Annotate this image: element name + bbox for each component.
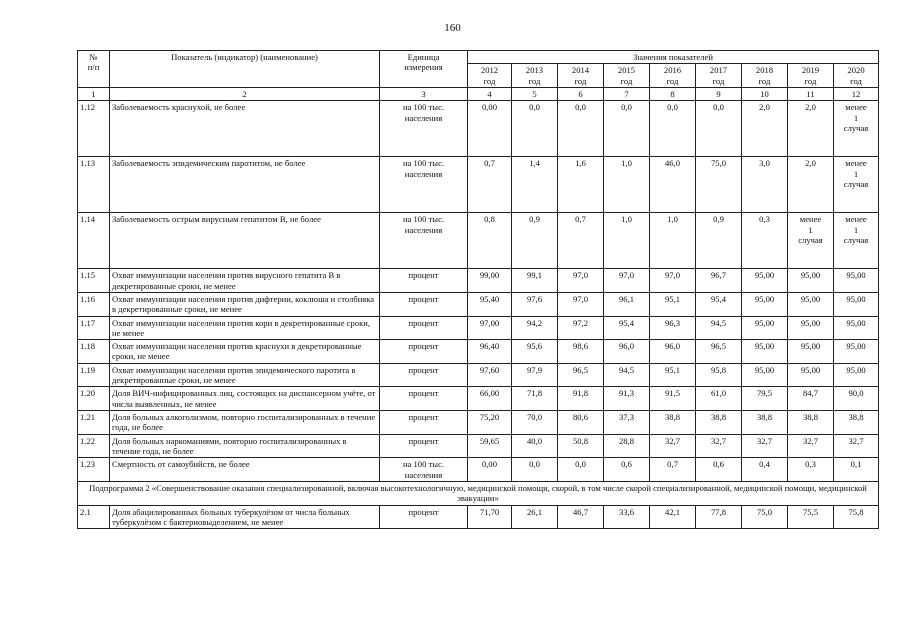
value-cell: 2,0	[742, 101, 788, 157]
value-cell: 38,8	[834, 411, 879, 435]
header-unit: Единица измерения	[380, 51, 468, 88]
value-cell: 95,00	[834, 363, 879, 387]
value-cell: 95,00	[834, 292, 879, 316]
value-cell: 75,20	[468, 411, 512, 435]
row-number: 1.17	[78, 316, 110, 340]
row-number: 1.21	[78, 411, 110, 435]
indicator-name: Заболеваемость острым вирусным гепатитом В, не более	[110, 213, 380, 269]
header-no: № п/п	[78, 51, 110, 88]
value-cell: 97,0	[558, 269, 604, 293]
value-cell: 38,8	[742, 411, 788, 435]
unit-cell: на 100 тыс. населения	[380, 213, 468, 269]
value-cell: 95,8	[696, 363, 742, 387]
table-row	[78, 340, 879, 364]
value-cell: 1,4	[512, 157, 558, 213]
value-cell: 96,40	[468, 340, 512, 364]
unit-cell: на 100 тыс. населения	[380, 458, 468, 482]
row-number: 1.16	[78, 292, 110, 316]
table-row	[78, 505, 879, 529]
header-year: 2016 год	[650, 64, 696, 88]
header-year: 2014 год	[558, 64, 604, 88]
value-cell: 97,0	[604, 269, 650, 293]
value-cell: 96,0	[604, 340, 650, 364]
value-cell: 2,0	[788, 101, 834, 157]
value-cell: 32,7	[650, 434, 696, 458]
value-cell: 95,00	[788, 292, 834, 316]
value-cell: 38,8	[650, 411, 696, 435]
table-row	[78, 269, 879, 293]
unit-cell: процент	[380, 505, 468, 529]
indicators-table	[77, 50, 879, 529]
value-cell: менее 1 случая	[788, 213, 834, 269]
value-cell: 96,0	[650, 340, 696, 364]
value-cell: 33,6	[604, 505, 650, 529]
value-cell: 94,2	[512, 316, 558, 340]
value-cell: 0,7	[558, 213, 604, 269]
value-cell: 91,3	[604, 387, 650, 411]
value-cell: 84,7	[788, 387, 834, 411]
value-cell: 95,00	[742, 316, 788, 340]
indicator-name: Охват иммунизации населения против краснухи в декретированные сроки, не менее	[110, 340, 380, 364]
value-cell: менее 1 случая	[834, 101, 879, 157]
value-cell: 32,7	[742, 434, 788, 458]
value-cell: 75,5	[788, 505, 834, 529]
table-row	[78, 458, 879, 482]
value-cell: менее 1 случая	[834, 157, 879, 213]
value-cell: 38,8	[696, 411, 742, 435]
column-number: 9	[696, 87, 742, 100]
value-cell: 0,6	[696, 458, 742, 482]
value-cell: 1,0	[650, 213, 696, 269]
unit-cell: процент	[380, 363, 468, 387]
value-cell: 71,8	[512, 387, 558, 411]
value-cell: 95,00	[788, 340, 834, 364]
value-cell: 0,0	[512, 101, 558, 157]
value-cell: 0,00	[468, 101, 512, 157]
value-cell: 28,8	[604, 434, 650, 458]
value-cell: 97,0	[650, 269, 696, 293]
table-row	[78, 387, 879, 411]
value-cell: 95,6	[512, 340, 558, 364]
value-cell: 98,6	[558, 340, 604, 364]
value-cell: 90,0	[834, 387, 879, 411]
row-number: 1.22	[78, 434, 110, 458]
value-cell: 0,3	[788, 458, 834, 482]
value-cell: 0,0	[604, 101, 650, 157]
value-cell: 95,1	[650, 363, 696, 387]
unit-cell: на 100 тыс. населения	[380, 101, 468, 157]
value-cell: 1,6	[558, 157, 604, 213]
row-number: 1.20	[78, 387, 110, 411]
row-number: 1.18	[78, 340, 110, 364]
value-cell: 95,00	[788, 363, 834, 387]
value-cell: 95,00	[834, 316, 879, 340]
row-number: 1.19	[78, 363, 110, 387]
value-cell: 70,0	[512, 411, 558, 435]
value-cell: 3,0	[742, 157, 788, 213]
unit-cell: на 100 тыс. населения	[380, 157, 468, 213]
value-cell: 0,7	[468, 157, 512, 213]
indicator-name: Смертность от самоубийств, не более	[110, 458, 380, 482]
value-cell: 91,8	[558, 387, 604, 411]
value-cell: 99,00	[468, 269, 512, 293]
header-year: 2017 год	[696, 64, 742, 88]
value-cell: 95,00	[834, 269, 879, 293]
column-number: 6	[558, 87, 604, 100]
value-cell: 59,65	[468, 434, 512, 458]
value-cell: 46,0	[650, 157, 696, 213]
value-cell: 77,8	[696, 505, 742, 529]
value-cell: 95,00	[788, 269, 834, 293]
indicator-name: Заболеваемость эпидемическим паротитом, не более	[110, 157, 380, 213]
value-cell: 42,1	[650, 505, 696, 529]
value-cell: 0,0	[512, 458, 558, 482]
header-year: 2015 год	[604, 64, 650, 88]
row-number: 1.14	[78, 213, 110, 269]
header-year: 2013 год	[512, 64, 558, 88]
indicator-name: Охват иммунизации населения против эпидемического паротита в декретированные сроки, не менее	[110, 363, 380, 387]
value-cell: 61,0	[696, 387, 742, 411]
unit-cell: процент	[380, 434, 468, 458]
subprogram-title: Подпрограмма 2 «Совершенствование оказания специализированной, включая высокотехнологичную, медицинской помощи, скорой, в том числе скорой специализированной, медицинской помощи, медицинской эвакуации»	[78, 481, 879, 505]
column-number: 1	[78, 87, 110, 100]
value-cell: 40,0	[512, 434, 558, 458]
column-number: 3	[380, 87, 468, 100]
unit-cell: процент	[380, 292, 468, 316]
value-cell: 0,8	[468, 213, 512, 269]
column-number: 4	[468, 87, 512, 100]
header-year: 2019 год	[788, 64, 834, 88]
row-number: 2.1	[78, 505, 110, 529]
value-cell: 99,1	[512, 269, 558, 293]
value-cell: 94,5	[604, 363, 650, 387]
value-cell: менее 1 случая	[834, 213, 879, 269]
value-cell: 37,3	[604, 411, 650, 435]
value-cell: 95,00	[742, 292, 788, 316]
value-cell: 0,0	[558, 101, 604, 157]
table-row	[78, 363, 879, 387]
value-cell: 95,4	[696, 292, 742, 316]
value-cell: 96,5	[558, 363, 604, 387]
value-cell: 38,8	[788, 411, 834, 435]
value-cell: 32,7	[788, 434, 834, 458]
table-row	[78, 101, 879, 157]
value-cell: 97,2	[558, 316, 604, 340]
value-cell: 95,00	[742, 340, 788, 364]
value-cell: 50,8	[558, 434, 604, 458]
value-cell: 95,1	[650, 292, 696, 316]
value-cell: 95,40	[468, 292, 512, 316]
value-cell: 95,00	[742, 269, 788, 293]
column-number: 11	[788, 87, 834, 100]
value-cell: 2,0	[788, 157, 834, 213]
table-row	[78, 157, 879, 213]
value-cell: 66,00	[468, 387, 512, 411]
value-cell: 0,4	[742, 458, 788, 482]
indicator-name: Заболеваемость краснухой, не более	[110, 101, 380, 157]
value-cell: 91,5	[650, 387, 696, 411]
value-cell: 96,1	[604, 292, 650, 316]
value-cell: 1,0	[604, 213, 650, 269]
table-row	[78, 213, 879, 269]
value-cell: 95,00	[834, 340, 879, 364]
subprogram-row	[78, 481, 879, 505]
unit-cell: процент	[380, 411, 468, 435]
column-number: 8	[650, 87, 696, 100]
value-cell: 96,3	[650, 316, 696, 340]
indicator-name: Доля больных алкоголизмом, повторно госпитализированных в течение года, не более	[110, 411, 380, 435]
value-cell: 95,00	[788, 316, 834, 340]
table-row	[78, 411, 879, 435]
value-cell: 0,0	[696, 101, 742, 157]
unit-cell: процент	[380, 387, 468, 411]
page-number: 160	[444, 22, 461, 34]
table-row	[78, 292, 879, 316]
value-cell: 0,6	[604, 458, 650, 482]
value-cell: 0,0	[558, 458, 604, 482]
column-number: 2	[110, 87, 380, 100]
value-cell: 0,9	[696, 213, 742, 269]
value-cell: 0,3	[742, 213, 788, 269]
value-cell: 97,6	[512, 292, 558, 316]
value-cell: 0,0	[650, 101, 696, 157]
row-number: 1.23	[78, 458, 110, 482]
value-cell: 97,9	[512, 363, 558, 387]
value-cell: 32,7	[696, 434, 742, 458]
value-cell: 1,0	[604, 157, 650, 213]
header-year: 2020 год	[834, 64, 879, 88]
indicator-name: Охват иммунизации населения против вирусного гепатита В в декретированные сроки, не менее	[110, 269, 380, 293]
column-number: 10	[742, 87, 788, 100]
indicator-name: Доля ВИЧ-инфицированных лиц, состоящих на диспансерном учёте, от числа выявленных, не менее	[110, 387, 380, 411]
unit-cell: процент	[380, 269, 468, 293]
value-cell: 71,70	[468, 505, 512, 529]
value-cell: 96,5	[696, 340, 742, 364]
value-cell: 0,00	[468, 458, 512, 482]
header-row	[78, 51, 879, 64]
column-number: 5	[512, 87, 558, 100]
value-cell: 32,7	[834, 434, 879, 458]
indicator-name: Доля больных наркоманиями, повторно госпитализированных в течение года, не более	[110, 434, 380, 458]
value-cell: 75,0	[742, 505, 788, 529]
row-number: 1.15	[78, 269, 110, 293]
header-values: Значения показателей	[468, 51, 879, 64]
unit-cell: процент	[380, 316, 468, 340]
indicator-name: Охват иммунизации населения против дифтерии, коклюша и столбняка в декретированные сроки, не менее	[110, 292, 380, 316]
column-number: 12	[834, 87, 879, 100]
column-numbers-row	[78, 87, 879, 100]
value-cell: 0,9	[512, 213, 558, 269]
column-number: 7	[604, 87, 650, 100]
header-year: 2018 год	[742, 64, 788, 88]
row-number: 1.12	[78, 101, 110, 157]
value-cell: 0,7	[650, 458, 696, 482]
row-number: 1.13	[78, 157, 110, 213]
value-cell: 75,0	[696, 157, 742, 213]
value-cell: 96,7	[696, 269, 742, 293]
value-cell: 80,6	[558, 411, 604, 435]
value-cell: 97,60	[468, 363, 512, 387]
indicator-name: Доля абацилированных больных туберкулёзом от числа больных туберкулёзом с бактериовыделением, не менее	[110, 505, 380, 529]
table-row	[78, 434, 879, 458]
value-cell: 46,7	[558, 505, 604, 529]
table-row	[78, 316, 879, 340]
unit-cell: процент	[380, 340, 468, 364]
header-indicator: Показатель (индикатор) (наименование)	[110, 51, 380, 88]
value-cell: 94,5	[696, 316, 742, 340]
value-cell: 79,5	[742, 387, 788, 411]
value-cell: 97,0	[558, 292, 604, 316]
header-year: 2012 год	[468, 64, 512, 88]
value-cell: 0,1	[834, 458, 879, 482]
value-cell: 95,00	[742, 363, 788, 387]
value-cell: 26,1	[512, 505, 558, 529]
value-cell: 97,00	[468, 316, 512, 340]
value-cell: 95,4	[604, 316, 650, 340]
value-cell: 75,8	[834, 505, 879, 529]
indicator-name: Охват иммунизации населения против кори в декретированные сроки, не менее	[110, 316, 380, 340]
